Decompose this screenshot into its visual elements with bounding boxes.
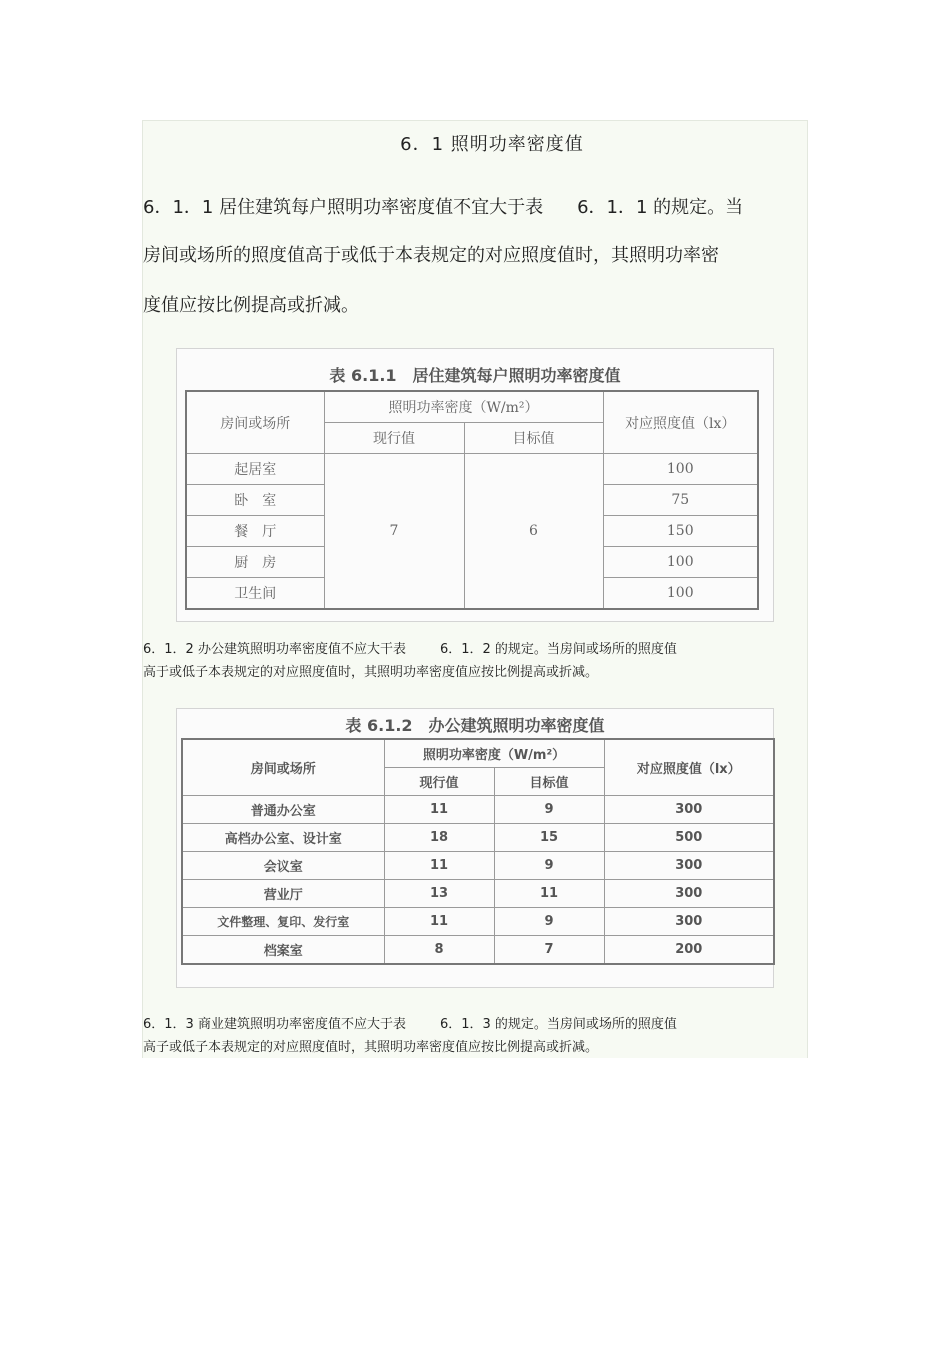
paragraph-6-1-3-line2: 高子或低子本表规定的对应照度值时，其照明功率密度值应按比例提高或折减。 <box>143 1040 599 1055</box>
table-6-1-2-image <box>176 708 774 988</box>
header-current: 现行值 <box>384 768 494 796</box>
table-row <box>182 796 774 824</box>
room-cell: 起居室 <box>186 454 324 485</box>
room-cell: 卫生间 <box>186 578 324 610</box>
table-row <box>182 824 774 852</box>
paragraph-6-1-1-line1 <box>143 196 743 220</box>
table-row <box>182 936 774 965</box>
current-value-cell: 8 <box>384 936 494 965</box>
header-illuminance: 对应照度值（lx） <box>603 391 758 454</box>
illuminance-cell: 300 <box>604 880 774 908</box>
header-room: 房间或场所 <box>182 739 384 796</box>
header-current: 现行值 <box>324 423 464 454</box>
target-value-cell: 9 <box>494 796 604 824</box>
current-value-cell: 11 <box>384 852 494 880</box>
header-target: 目标值 <box>494 768 604 796</box>
room-cell: 高档办公室、设计室 <box>182 824 384 852</box>
paragraph-6-1-1-line3: 度值应按比例提高或折减。 <box>143 295 359 316</box>
table-row <box>182 880 774 908</box>
target-value-cell: 7 <box>494 936 604 965</box>
table-6-1-1-caption: 表 6.1.1 居住建筑每户照明功率密度值 <box>329 366 621 385</box>
paragraph-6-1-1-line2: 房间或场所的照度值高于或低于本表规定的对应照度值时，其照明功率密 <box>143 245 719 266</box>
current-value-cell: 11 <box>384 796 494 824</box>
illuminance-cell: 200 <box>604 936 774 965</box>
room-cell: 营业厅 <box>182 880 384 908</box>
current-value-cell: 11 <box>384 908 494 936</box>
illuminance-cell: 300 <box>604 796 774 824</box>
target-value-cell: 9 <box>494 852 604 880</box>
room-cell: 餐 厅 <box>186 516 324 547</box>
clause-6-1-3-part-b: 6．1．3 的规定。当房间或场所的照度值 <box>439 1017 677 1032</box>
illuminance-cell: 150 <box>603 516 758 547</box>
room-cell: 卧 室 <box>186 485 324 516</box>
section-title: 6．1 照明功率密度值 <box>400 134 584 155</box>
room-cell: 厨 房 <box>186 547 324 578</box>
paragraph-6-1-2-line2: 高于或低子本表规定的对应照度值时，其照明功率密度值应按比例提高或折减。 <box>143 665 599 680</box>
clause-6-1-3-part-a: 6．1．3 商业建筑照明功率密度值不应大于表 <box>143 1017 406 1032</box>
table-row <box>186 454 758 485</box>
header-lpd: 照明功率密度（W/m²） <box>384 739 604 768</box>
illuminance-cell: 100 <box>603 454 758 485</box>
target-value-cell: 11 <box>494 880 604 908</box>
current-value-cell: 18 <box>384 824 494 852</box>
clause-6-1-1-part-b: 6．1．1 的规定。当 <box>577 197 744 218</box>
target-value-cell: 6 <box>464 454 603 610</box>
header-lpd: 照明功率密度（W/m²） <box>324 391 603 423</box>
table-row <box>182 908 774 936</box>
current-value-cell: 13 <box>384 880 494 908</box>
current-value-cell: 7 <box>324 454 464 610</box>
table-6-1-1-image <box>176 348 774 622</box>
table-6-1-1 <box>185 390 759 610</box>
target-value-cell: 15 <box>494 824 604 852</box>
paragraph-6-1-2-line1 <box>143 640 677 660</box>
table-6-1-2 <box>181 738 775 965</box>
illuminance-cell: 500 <box>604 824 774 852</box>
illuminance-cell: 100 <box>603 547 758 578</box>
table-row <box>182 852 774 880</box>
clause-6-1-2-part-a: 6．1．2 办公建筑照明功率密度值不应大干表 <box>143 642 406 657</box>
target-value-cell: 9 <box>494 908 604 936</box>
illuminance-cell: 300 <box>604 852 774 880</box>
clause-6-1-1-part-a: 6．1．1 居住建筑每户照明功率密度值不宜大于表 <box>143 197 544 218</box>
illuminance-cell: 100 <box>603 578 758 610</box>
room-cell: 文件整理、复印、发行室 <box>182 908 384 936</box>
room-cell: 普通办公室 <box>182 796 384 824</box>
header-illuminance: 对应照度值（lx） <box>604 739 774 796</box>
room-cell: 会议室 <box>182 852 384 880</box>
table-6-1-2-caption: 表 6.1.2 办公建筑照明功率密度值 <box>345 716 605 735</box>
header-room: 房间或场所 <box>186 391 324 454</box>
paragraph-6-1-3-line1 <box>143 1015 677 1035</box>
illuminance-cell: 75 <box>603 485 758 516</box>
clause-6-1-2-part-b: 6．1．2 的规定。当房间或场所的照度值 <box>439 642 677 657</box>
room-cell: 档案室 <box>182 936 384 965</box>
illuminance-cell: 300 <box>604 908 774 936</box>
header-target: 目标值 <box>464 423 603 454</box>
